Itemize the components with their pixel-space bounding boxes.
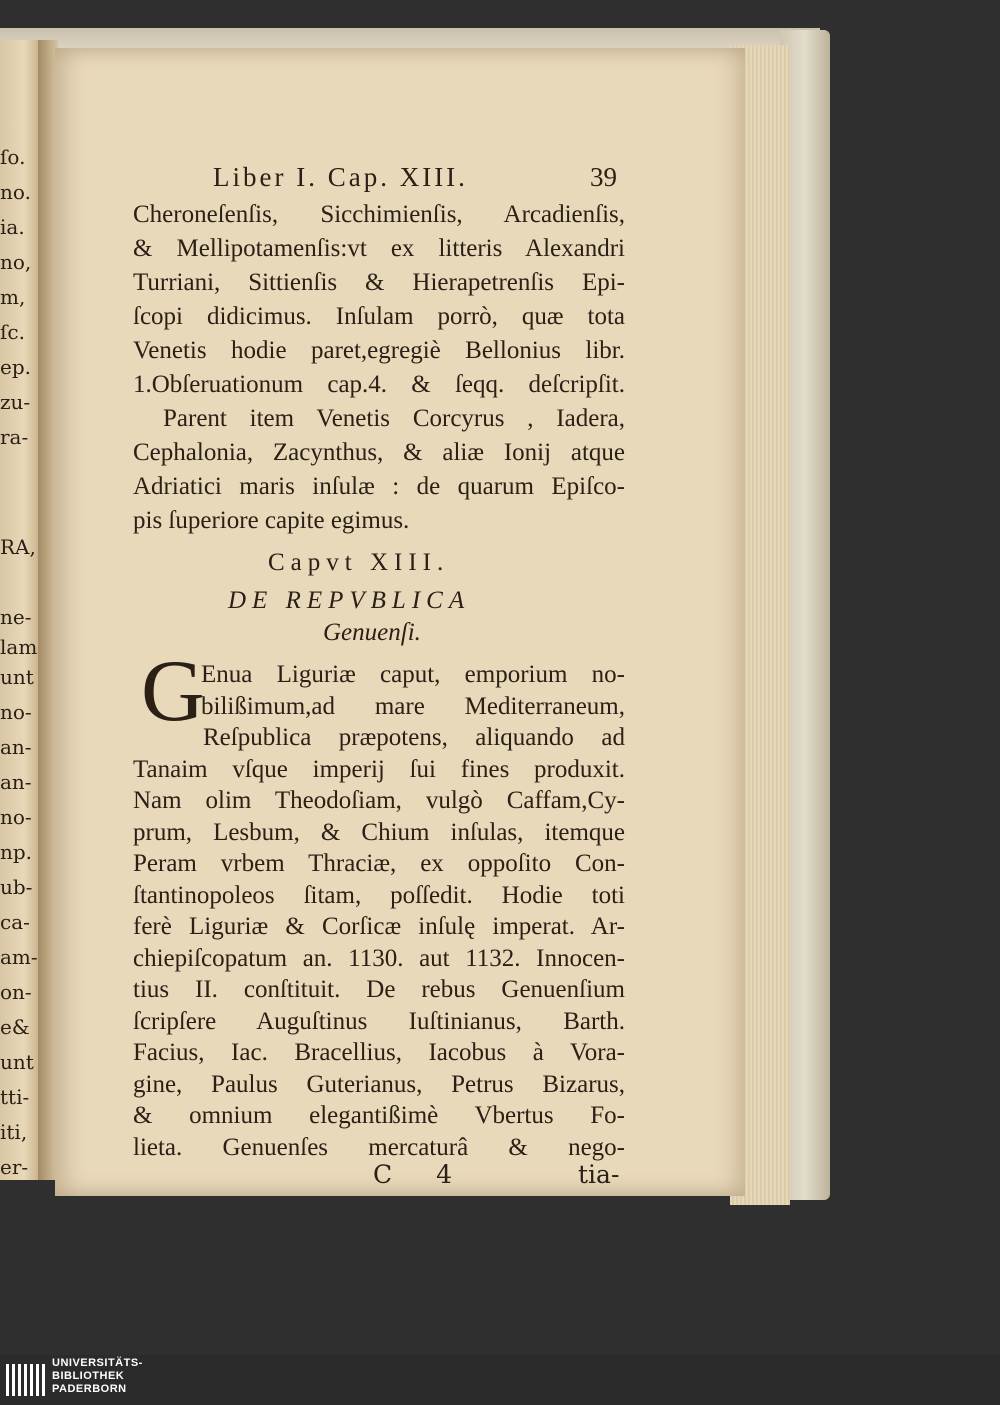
- left-page-fragment: no.: [0, 180, 31, 204]
- text-line: chiepiſcopatum an. 1130. aut 1132. Innocen-: [133, 944, 625, 972]
- left-page-fragment: unt: [0, 665, 34, 689]
- left-page-fragment: an-: [0, 735, 32, 759]
- chapter-subtitle-2: Genuenſi.: [323, 619, 421, 646]
- text-line: ſtantinopoleos ſitam, poſſedit. Hodie toti: [133, 881, 625, 909]
- text-line: & Mellipotamenſis:vt ex litteris Alexandri: [133, 235, 625, 262]
- text-line: & omnium elegantißimè Vbertus Fo-: [133, 1102, 625, 1129]
- left-page-fragment: ep.: [0, 355, 31, 379]
- text-line: Reſpublica præpotens, aliquando ad: [203, 724, 625, 751]
- signature-mark: C 4: [373, 1160, 470, 1189]
- text-line: ſcopi didicimus. Inſulam porrò, quæ tota: [133, 303, 625, 330]
- left-page-fragment: unt: [0, 1050, 34, 1074]
- running-head-title: Liber I. Cap. XIII.: [213, 162, 468, 192]
- text-line: gine, Paulus Guterianus, Petrus Bizarus,: [133, 1070, 625, 1098]
- logo-line-2: BIBLIOTHEK: [52, 1370, 125, 1382]
- text-line: Turriani, Sittienſis & Hierapetrenſis Epi-: [133, 269, 625, 296]
- chapter-title: Capvt XIII.: [268, 549, 450, 576]
- left-page-fragment: RA,: [0, 535, 36, 559]
- left-page-fragment: no,: [0, 250, 32, 274]
- footer-bar: [0, 1355, 1000, 1405]
- text-line: ferè Liguriæ & Corſicæ inſulę imperat. Ar-: [133, 913, 625, 940]
- text-line: Nam olim Theodoſiam, vulgò Caffam,Cy-: [133, 787, 625, 814]
- running-header: [133, 162, 625, 192]
- left-page-fragment: no-: [0, 805, 32, 829]
- text-line: prum, Lesbum, & Chium inſulas, itemque: [133, 818, 625, 846]
- left-page-fragment: m,: [0, 285, 26, 309]
- left-page-fragment: ca-: [0, 910, 30, 934]
- page-number: 39: [590, 162, 617, 192]
- library-logo-text: [52, 1357, 143, 1396]
- left-page-fragment: lam: [0, 635, 38, 659]
- left-page-fragment: np.: [0, 840, 33, 864]
- text-line: Enua Liguriæ caput, emporium no-: [201, 661, 625, 688]
- text-line: Adriatici maris inſulæ : de quarum Epiſco-: [133, 473, 625, 500]
- catchword: tia-: [578, 1160, 620, 1189]
- drop-cap-initial: G: [141, 643, 205, 740]
- text-line: Peram vrbem Thraciæ, ex oppoſito Con-: [133, 850, 625, 877]
- logo-line-1: UNIVERSITÄTS-: [52, 1357, 143, 1369]
- text-line: pis ſuperiore capite egimus.: [133, 507, 410, 534]
- left-page-fragment: ra-: [0, 425, 29, 449]
- text-line: lieta. Genuenſes mercaturâ & nego-: [133, 1133, 625, 1161]
- library-logo-icon: [6, 1360, 46, 1400]
- left-page-fragment: ne-: [0, 605, 32, 629]
- left-page-fragment: er-: [0, 1155, 29, 1179]
- text-line: Cheroneſenſis, Sicchimienſis, Arcadienſis,: [133, 201, 625, 228]
- text-line: bilißimum,ad mare Mediterraneum,: [201, 692, 625, 720]
- text-line: tius II. conſtituit. De rebus Genuenſium: [133, 976, 625, 1003]
- left-page-fragment: iti,: [0, 1120, 28, 1144]
- left-page-fragment: no-: [0, 700, 32, 724]
- text-line: Facius, Iac. Bracellius, Iacobus à Vora-: [133, 1039, 625, 1066]
- left-page-fragment: am-: [0, 945, 38, 969]
- logo-line-3: PADERBORN: [52, 1383, 127, 1395]
- left-page-fragment: ia.: [0, 215, 25, 239]
- text-line: Parent item Venetis Corcyrus , Iadera,: [163, 405, 625, 432]
- text-line: 1.Obſeruationum cap.4. & ſeqq. deſcripſit.: [133, 371, 625, 398]
- text-line: Cephalonia, Zacynthus, & aliæ Ionij atque: [133, 439, 625, 466]
- left-page-fragment: ſo.: [0, 145, 26, 169]
- text-line: ſcripſere Auguſtinus Iuſtinianus, Barth.: [133, 1007, 625, 1035]
- left-page-fragment: on-: [0, 980, 32, 1004]
- book-cover-top: [0, 28, 820, 50]
- text-line: Venetis hodie paret,egregiè Bellonius libr.: [133, 337, 625, 364]
- left-page-fragment: ſc.: [0, 320, 25, 344]
- left-page-fragment: zu-: [0, 390, 31, 414]
- left-page-fragment: ub-: [0, 875, 33, 899]
- left-page-fragment: tti-: [0, 1085, 30, 1109]
- book-page: [55, 48, 745, 1196]
- left-page-fragment: an-: [0, 770, 32, 794]
- left-page-fragment: e&: [0, 1015, 30, 1039]
- text-line: Tanaim vſque imperij ſui fines produxit.: [133, 755, 625, 783]
- chapter-subtitle: DE REPVBLICA: [228, 587, 471, 614]
